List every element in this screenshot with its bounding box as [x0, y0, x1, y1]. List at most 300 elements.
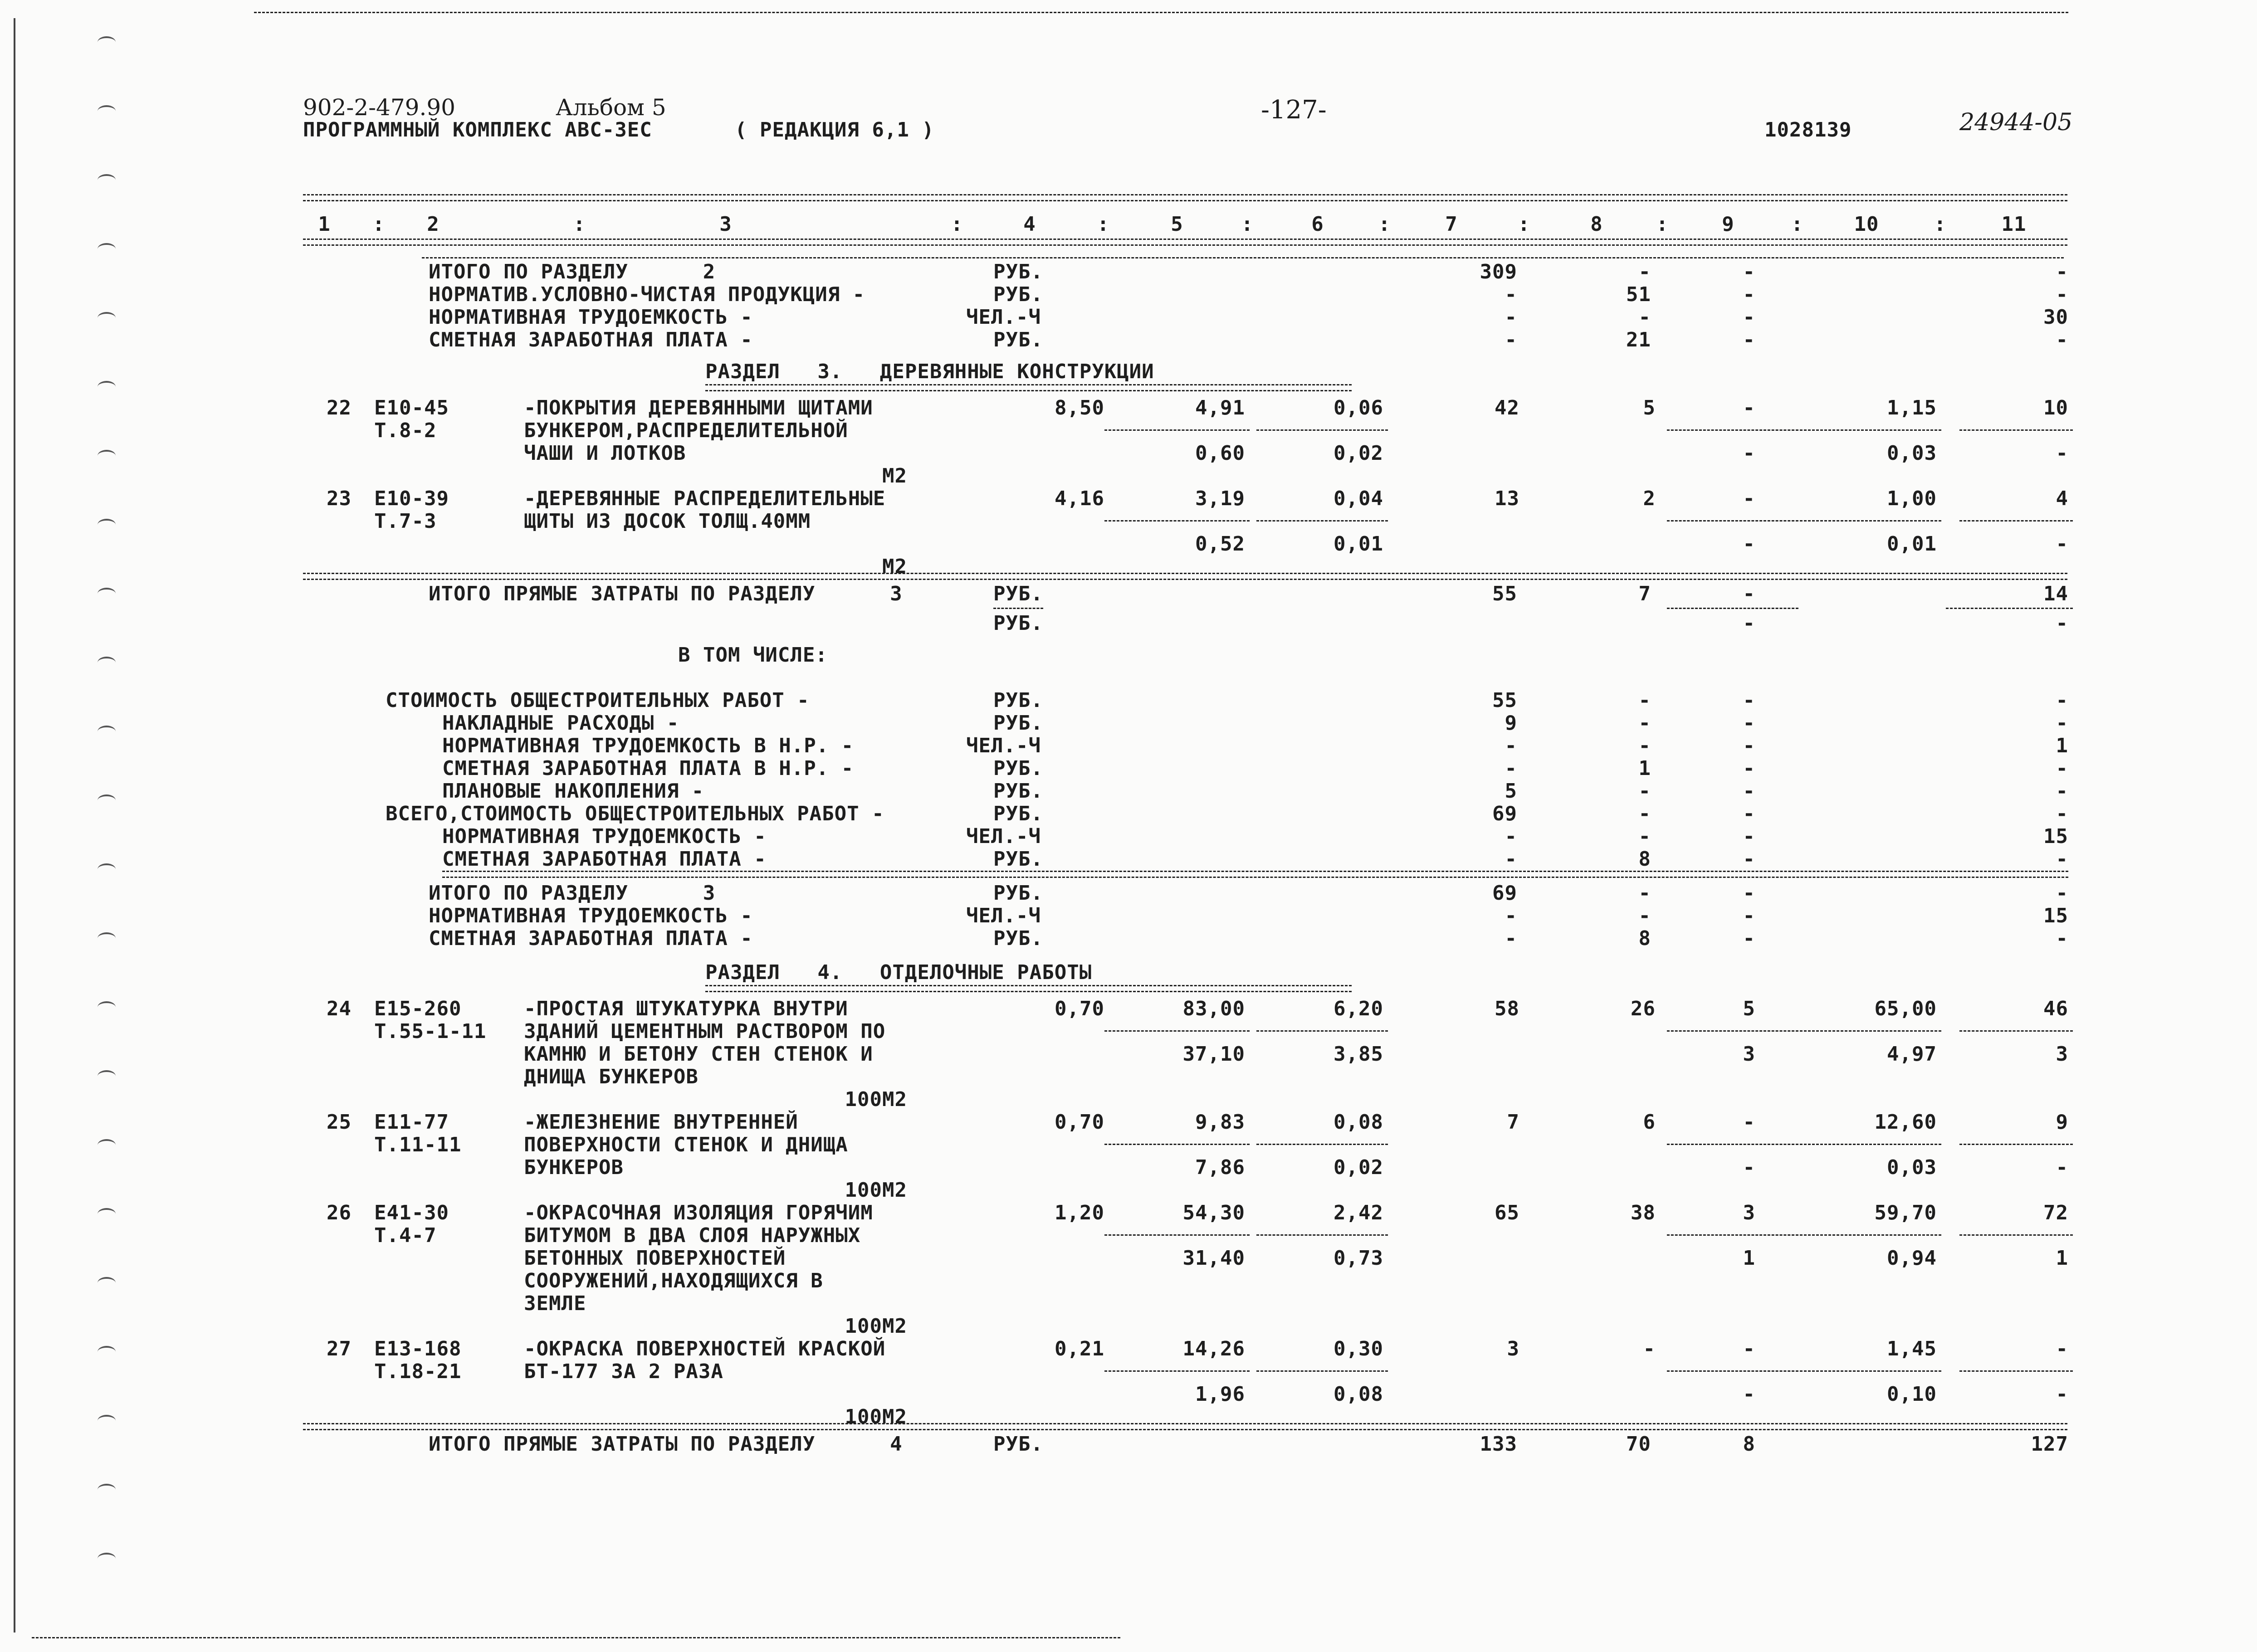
margin-mark: [98, 1001, 116, 1013]
section-rule: [303, 1423, 2067, 1430]
bottom-edge-rule: [32, 1637, 1120, 1638]
margin-mark: [98, 726, 116, 737]
column-number: 7: [1445, 213, 1458, 236]
value-c11-wage: -: [2056, 1156, 2068, 1179]
cell-divider: [1104, 520, 1250, 521]
value-c9-wage: 1: [1743, 1247, 1755, 1270]
value-c11: 30: [2043, 306, 2068, 329]
cell-divider: [1256, 429, 1388, 431]
column-separator: :: [573, 213, 586, 236]
unit-label: РУБ.: [993, 328, 1043, 351]
value-c6: 0,06: [1334, 396, 1383, 419]
value-c8: 21: [1626, 328, 1651, 351]
item-description: ЩИТЫ ИЗ ДОСОК ТОЛЩ.40ММ: [524, 510, 811, 533]
item-description: -ПОКРЫТИЯ ДЕРЕВЯННЫМИ ЩИТАМИ: [524, 396, 873, 419]
value-c4: 0,70: [1055, 997, 1104, 1020]
value-c11: -: [2056, 711, 2068, 735]
item-description: БУНКЕРОВ: [524, 1156, 624, 1179]
direct-total-label: ИТОГО ПРЯМЫЕ ЗАТРАТЫ ПО РАЗДЕЛУ 3: [429, 582, 903, 605]
value-c8: -: [1638, 825, 1651, 848]
column-separator: :: [1518, 213, 1530, 236]
item-code: Е41-30: [374, 1201, 449, 1224]
value-c9: -: [1743, 612, 1755, 635]
value-c10: 12,60: [1874, 1111, 1937, 1134]
item-unit: М2: [882, 555, 907, 578]
margin-mark: [98, 519, 116, 531]
cell-divider: [1104, 1370, 1250, 1372]
item-code: Е11-77: [374, 1111, 449, 1134]
album-label: Альбом 5: [556, 94, 666, 121]
value-c11: 46: [2043, 997, 2068, 1020]
value-c9: -: [1743, 689, 1755, 712]
value-c9: -: [1743, 328, 1755, 351]
column-separator: :: [1791, 213, 1804, 236]
value-c8: -: [1638, 882, 1651, 905]
value-c7: -: [1505, 328, 1517, 351]
item-unit: 100М2: [845, 1088, 907, 1111]
value-c11: -: [2056, 1337, 2068, 1360]
value-c11: -: [2056, 802, 2068, 825]
value-c11: -: [2056, 780, 2068, 803]
column-number: 11: [2001, 213, 2027, 236]
unit-label: РУБ.: [993, 711, 1043, 735]
value-c11: 10: [2043, 396, 2068, 419]
value-c7: -: [1505, 306, 1517, 329]
cell-divider: [1946, 608, 2073, 609]
item-number: 27: [327, 1337, 352, 1360]
cell-divider: [1256, 1144, 1388, 1145]
value-c6-wage: 0,02: [1334, 1156, 1383, 1179]
breakdown-label: НАКЛАДНЫЕ РАСХОДЫ -: [442, 711, 679, 735]
header-top-rule: [303, 194, 2067, 201]
value-c4: 1,20: [1055, 1201, 1104, 1224]
section-rule: [442, 871, 2068, 878]
margin-mark: [98, 450, 116, 462]
value-c5: 9,83: [1195, 1111, 1245, 1134]
value-c8: 70: [1626, 1433, 1651, 1456]
value-c9: -: [1743, 825, 1755, 848]
binding-line: [14, 18, 15, 1633]
cell-divider: [1256, 1370, 1388, 1372]
unit-label: РУБ.: [993, 612, 1043, 635]
column-separator: :: [951, 213, 963, 236]
header-bottom-rule: [303, 239, 2067, 246]
cell-divider: [1792, 1030, 1941, 1032]
value-c7: 309: [1480, 260, 1517, 283]
value-c9: -: [1743, 1111, 1755, 1134]
margin-mark: [98, 1553, 116, 1564]
total-label: ИТОГО ПО РАЗДЕЛУ 3: [429, 882, 716, 905]
value-c11-wage: 1: [2056, 1247, 2068, 1270]
value-c4: 8,50: [1055, 396, 1104, 419]
margin-mark: [98, 657, 116, 668]
unit-label: ЧЕЛ.-Ч: [966, 825, 1041, 848]
cell-divider: [1792, 1144, 1941, 1145]
value-c4: 0,21: [1055, 1337, 1104, 1360]
breakdown-label: СМЕТНАЯ ЗАРАБОТНАЯ ПЛАТА -: [442, 848, 767, 871]
margin-mark: [98, 243, 116, 255]
unit-label: ЧЕЛ.-Ч: [966, 734, 1041, 757]
margin-mark: [98, 36, 116, 48]
value-c11: -: [2056, 757, 2068, 780]
value-c5-wage: 1,96: [1195, 1383, 1245, 1406]
item-unit: 100М2: [845, 1315, 907, 1338]
value-c6-wage: 0,73: [1334, 1247, 1383, 1270]
cell-divider: [1667, 1370, 1798, 1372]
value-c11: 127: [2031, 1433, 2068, 1456]
program-name: ПРОГРАММНЫЙ КОМПЛЕКС АВС-ЗЕС: [303, 118, 652, 141]
unit-label: ЧЕЛ.-Ч: [966, 904, 1041, 927]
value-c8: -: [1638, 260, 1651, 283]
value-c9-wage: -: [1743, 1156, 1755, 1179]
value-c9: -: [1743, 306, 1755, 329]
value-c7: -: [1505, 848, 1517, 871]
value-c7: -: [1505, 734, 1517, 757]
value-c11: -: [2056, 612, 2068, 635]
value-c8: -: [1638, 306, 1651, 329]
item-number: 25: [327, 1111, 352, 1134]
unit-label: РУБ.: [993, 689, 1043, 712]
value-c7: -: [1505, 904, 1517, 927]
item-reference: Т.55-1-11: [374, 1020, 487, 1043]
total-label: НОРМАТИВ.УСЛОВНО-ЧИСТАЯ ПРОДУКЦИЯ -: [429, 283, 865, 306]
item-code: Е10-39: [374, 487, 449, 510]
item-description: БТ-177 ЗА 2 РАЗА: [524, 1360, 723, 1383]
value-c5: 54,30: [1182, 1201, 1245, 1224]
cell-divider: [1104, 1144, 1250, 1145]
value-c7: 65: [1495, 1201, 1519, 1224]
value-c10: 1,15: [1887, 396, 1937, 419]
section4-title: РАЗДЕЛ 4. ОТДЕЛОЧНЫЕ РАБОТЫ: [705, 961, 1092, 984]
cell-divider: [1792, 520, 1941, 521]
direct-total-label: ИТОГО ПРЯМЫЕ ЗАТРАТЫ ПО РАЗДЕЛУ 4: [429, 1433, 903, 1456]
value-c5-wage: 7,86: [1195, 1156, 1245, 1179]
breakdown-label: СМЕТНАЯ ЗАРАБОТНАЯ ПЛАТА В Н.Р. -: [442, 757, 854, 780]
cell-divider: [1104, 1234, 1250, 1236]
value-c11: 15: [2043, 825, 2068, 848]
value-c9: -: [1743, 780, 1755, 803]
cell-divider: [1667, 1030, 1798, 1032]
including-heading: В ТОМ ЧИСЛЕ:: [678, 643, 828, 667]
unit-label: РУБ.: [993, 882, 1043, 905]
value-c7: 133: [1480, 1433, 1517, 1456]
value-c9-wage: -: [1743, 532, 1755, 556]
item-description: -ЖЕЛЕЗНЕНИЕ ВНУТРЕННЕЙ: [524, 1111, 798, 1134]
value-c11-wage: -: [2056, 442, 2068, 465]
breakdown-label: ВСЕГО,СТОИМОСТЬ ОБЩЕСТРОИТЕЛЬНЫХ РАБОТ -: [386, 802, 884, 825]
value-c8: 8: [1638, 927, 1651, 950]
value-c11-wage: 3: [2056, 1043, 2068, 1066]
unit-label: РУБ.: [993, 757, 1043, 780]
value-c9: -: [1743, 802, 1755, 825]
value-c11: -: [2056, 260, 2068, 283]
cell-divider: [993, 608, 1043, 609]
value-c11: -: [2056, 328, 2068, 351]
cell-divider: [1959, 1234, 2073, 1236]
column-separator: :: [1241, 213, 1254, 236]
column-number: 5: [1171, 213, 1183, 236]
value-c11: -: [2056, 283, 2068, 306]
margin-mark: [98, 1139, 116, 1151]
item-description: ЧАШИ И ЛОТКОВ: [524, 442, 686, 465]
value-c7: 7: [1507, 1111, 1519, 1134]
cell-divider: [1959, 1030, 2073, 1032]
value-c11: 72: [2043, 1201, 2068, 1224]
value-c11: -: [2056, 882, 2068, 905]
value-c5: 83,00: [1182, 997, 1245, 1020]
cell-divider: [1792, 429, 1941, 431]
margin-mark: [98, 105, 116, 117]
item-unit: М2: [882, 464, 907, 487]
cell-divider: [1667, 429, 1798, 431]
column-separator: :: [1656, 213, 1669, 236]
item-unit: 100М2: [845, 1405, 907, 1428]
item-reference: Т.11-11: [374, 1133, 462, 1156]
value-c8: 7: [1638, 582, 1651, 605]
value-c10-wage: 0,10: [1887, 1383, 1937, 1406]
top-edge-rule: [254, 12, 2068, 13]
value-c8: 5: [1643, 396, 1656, 419]
value-c8: -: [1638, 711, 1651, 735]
value-c8: -: [1638, 780, 1651, 803]
item-description: КАМНЮ И БЕТОНУ СТЕН СТЕНОК И: [524, 1043, 873, 1066]
section4-title-underline: [705, 985, 1352, 992]
item-description: БИТУМОМ В ДВА СЛОЯ НАРУЖНЫХ: [524, 1224, 861, 1247]
item-code: Е10-45: [374, 396, 449, 419]
total-label: ИТОГО ПО РАЗДЕЛУ 2: [429, 260, 716, 283]
column-separator: :: [1097, 213, 1110, 236]
value-c5-wage: 0,52: [1195, 532, 1245, 556]
section-rule: [422, 257, 2064, 258]
archive-stamp: 24944-05: [1959, 109, 2073, 136]
value-c11: 15: [2043, 904, 2068, 927]
value-c6: 0,08: [1334, 1111, 1383, 1134]
item-description: -ОКРАСОЧНАЯ ИЗОЛЯЦИЯ ГОРЯЧИМ: [524, 1201, 873, 1224]
margin-mark: [98, 932, 116, 944]
value-c5: 3,19: [1195, 487, 1245, 510]
item-number: 26: [327, 1201, 352, 1224]
value-c7: -: [1505, 283, 1517, 306]
value-c9: -: [1743, 396, 1755, 419]
item-description: БЕТОННЫХ ПОВЕРХНОСТЕЙ: [524, 1247, 786, 1270]
item-description: -ПРОСТАЯ ШТУКАТУРКА ВНУТРИ: [524, 997, 848, 1020]
margin-mark: [98, 1277, 116, 1289]
column-number: 1: [318, 213, 331, 236]
value-c7: 9: [1505, 711, 1517, 735]
item-reference: Т.8-2: [374, 419, 437, 442]
value-c11: -: [2056, 689, 2068, 712]
unit-label: РУБ.: [993, 927, 1043, 950]
value-c9: -: [1743, 582, 1755, 605]
item-code: Е13-168: [374, 1337, 462, 1360]
value-c8: 51: [1626, 283, 1651, 306]
total-label: СМЕТНАЯ ЗАРАБОТНАЯ ПЛАТА -: [429, 328, 753, 351]
value-c7: 3: [1507, 1337, 1519, 1360]
cell-divider: [1667, 608, 1798, 609]
cell-divider: [1959, 429, 2073, 431]
margin-mark: [98, 1208, 116, 1220]
unit-label: РУБ.: [993, 582, 1043, 605]
value-c9-wage: -: [1743, 442, 1755, 465]
value-c9-wage: 3: [1743, 1043, 1755, 1066]
value-c7: 58: [1495, 997, 1519, 1020]
margin-mark: [98, 1415, 116, 1427]
unit-label: РУБ.: [993, 260, 1043, 283]
cell-divider: [1792, 1234, 1941, 1236]
value-c10-wage: 0,03: [1887, 1156, 1937, 1179]
edition-label: ( РЕДАКЦИЯ 6,1 ): [735, 118, 934, 141]
unit-label: РУБ.: [993, 1433, 1043, 1456]
item-description: ДНИЩА БУНКЕРОВ: [524, 1065, 699, 1088]
document-code: 1028139: [1764, 118, 1852, 141]
margin-mark: [98, 312, 116, 324]
value-c9: -: [1743, 882, 1755, 905]
column-number: 10: [1854, 213, 1879, 236]
item-description: ЗЕМЛЕ: [524, 1292, 586, 1315]
unit-label: РУБ.: [993, 283, 1043, 306]
column-separator: :: [1934, 213, 1947, 236]
value-c5-wage: 31,40: [1182, 1247, 1245, 1270]
value-c11: 4: [2056, 487, 2068, 510]
item-code: Е15-260: [374, 997, 462, 1020]
column-number: 3: [719, 213, 732, 236]
column-separator: :: [1378, 213, 1391, 236]
value-c6: 0,30: [1334, 1337, 1383, 1360]
value-c7: -: [1505, 927, 1517, 950]
value-c10-wage: 4,97: [1887, 1043, 1937, 1066]
value-c10-wage: 0,01: [1887, 532, 1937, 556]
value-c9: -: [1743, 848, 1755, 871]
column-separator: :: [372, 213, 385, 236]
value-c9: -: [1743, 734, 1755, 757]
value-c9: -: [1743, 711, 1755, 735]
value-c8: 8: [1638, 848, 1651, 871]
margin-mark: [98, 863, 116, 875]
item-description: -ОКРАСКА ПОВЕРХНОСТЕЙ КРАСКОЙ: [524, 1337, 886, 1360]
column-number: 2: [427, 213, 440, 236]
value-c9: 5: [1743, 997, 1755, 1020]
value-c8: 2: [1643, 487, 1656, 510]
value-c11: 9: [2056, 1111, 2068, 1134]
value-c10-wage: 0,94: [1887, 1247, 1937, 1270]
value-c6-wage: 0,02: [1334, 442, 1383, 465]
cell-divider: [1667, 1234, 1798, 1236]
value-c5-wage: 37,10: [1182, 1043, 1245, 1066]
item-number: 24: [327, 997, 352, 1020]
value-c9: 3: [1743, 1201, 1755, 1224]
item-description: -ДЕРЕВЯННЫЕ РАСПРЕДЕЛИТЕЛЬНЫЕ: [524, 487, 886, 510]
section3-title: РАЗДЕЛ 3. ДЕРЕВЯННЫЕ КОНСТРУКЦИИ: [705, 360, 1154, 383]
value-c11-wage: -: [2056, 1383, 2068, 1406]
cell-divider: [1104, 1030, 1250, 1032]
value-c6: 0,04: [1334, 487, 1383, 510]
value-c8: -: [1638, 802, 1651, 825]
value-c6-wage: 3,85: [1334, 1043, 1383, 1066]
cell-divider: [1667, 1144, 1798, 1145]
item-number: 22: [327, 396, 352, 419]
unit-label: ЧЕЛ.-Ч: [966, 306, 1041, 329]
value-c11: -: [2056, 927, 2068, 950]
value-c10-wage: 0,03: [1887, 442, 1937, 465]
margin-mark: [98, 1346, 116, 1358]
value-c9: -: [1743, 927, 1755, 950]
item-reference: Т.4-7: [374, 1224, 437, 1247]
value-c9: -: [1743, 757, 1755, 780]
value-c5: 4,91: [1195, 396, 1245, 419]
margin-mark: [98, 381, 116, 393]
value-c6: 2,42: [1334, 1201, 1383, 1224]
value-c8: 1: [1638, 757, 1651, 780]
value-c5-wage: 0,60: [1195, 442, 1245, 465]
cell-divider: [1959, 520, 2073, 521]
value-c4: 4,16: [1055, 487, 1104, 510]
value-c9-wage: -: [1743, 1383, 1755, 1406]
breakdown-label: ПЛАНОВЫЕ НАКОПЛЕНИЯ -: [442, 780, 704, 803]
item-description: ПОВЕРХНОСТИ СТЕНОК И ДНИЩА: [524, 1133, 848, 1156]
cell-divider: [1959, 1370, 2073, 1372]
item-description: БУНКЕРОМ,РАСПРЕДЕЛИТЕЛЬНОЙ: [524, 419, 848, 442]
cell-divider: [1104, 429, 1250, 431]
value-c5: 14,26: [1182, 1337, 1245, 1360]
cell-divider: [1792, 1370, 1941, 1372]
section3-title-underline: [705, 384, 1352, 391]
column-number: 4: [1023, 213, 1036, 236]
value-c9: -: [1743, 487, 1755, 510]
item-description: СООРУЖЕНИЙ,НАХОДЯЩИХСЯ В: [524, 1269, 823, 1292]
value-c7: 69: [1492, 802, 1517, 825]
value-c10: 1,45: [1887, 1337, 1937, 1360]
value-c6-wage: 0,01: [1334, 532, 1383, 556]
cell-divider: [1667, 520, 1798, 521]
doc-number: 902-2-479.90: [303, 94, 455, 121]
item-unit: 100М2: [845, 1179, 907, 1202]
value-c10: 59,70: [1874, 1201, 1937, 1224]
value-c7: 5: [1505, 780, 1517, 803]
margin-mark: [98, 1070, 116, 1082]
value-c8: -: [1643, 1337, 1656, 1360]
column-number: 9: [1722, 213, 1734, 236]
unit-label: РУБ.: [993, 780, 1043, 803]
margin-mark: [98, 794, 116, 806]
margin-mark: [98, 174, 116, 186]
total-label: НОРМАТИВНАЯ ТРУДОЕМКОСТЬ -: [429, 306, 753, 329]
item-reference: Т.18-21: [374, 1360, 462, 1383]
value-c11: -: [2056, 848, 2068, 871]
value-c11-wage: -: [2056, 532, 2068, 556]
value-c6: 6,20: [1334, 997, 1383, 1020]
page-number: -127-: [1261, 95, 1327, 125]
total-label: НОРМАТИВНАЯ ТРУДОЕМКОСТЬ -: [429, 904, 753, 927]
breakdown-label: НОРМАТИВНАЯ ТРУДОЕМКОСТЬ -: [442, 825, 767, 848]
cell-divider: [1256, 1030, 1388, 1032]
margin-mark: [98, 588, 116, 599]
total-label: СМЕТНАЯ ЗАРАБОТНАЯ ПЛАТА -: [429, 927, 753, 950]
value-c11: 1: [2056, 734, 2068, 757]
value-c9: -: [1743, 1337, 1755, 1360]
value-c9: -: [1743, 283, 1755, 306]
section-rule: [303, 573, 2067, 580]
value-c7: 55: [1492, 582, 1517, 605]
value-c11: 14: [2043, 582, 2068, 605]
value-c4: 0,70: [1055, 1111, 1104, 1134]
unit-label: РУБ.: [993, 848, 1043, 871]
value-c8: -: [1638, 689, 1651, 712]
value-c7: 13: [1495, 487, 1519, 510]
cell-divider: [1959, 1144, 2073, 1145]
value-c10: 65,00: [1874, 997, 1937, 1020]
item-reference: Т.7-3: [374, 510, 437, 533]
value-c9: -: [1743, 260, 1755, 283]
